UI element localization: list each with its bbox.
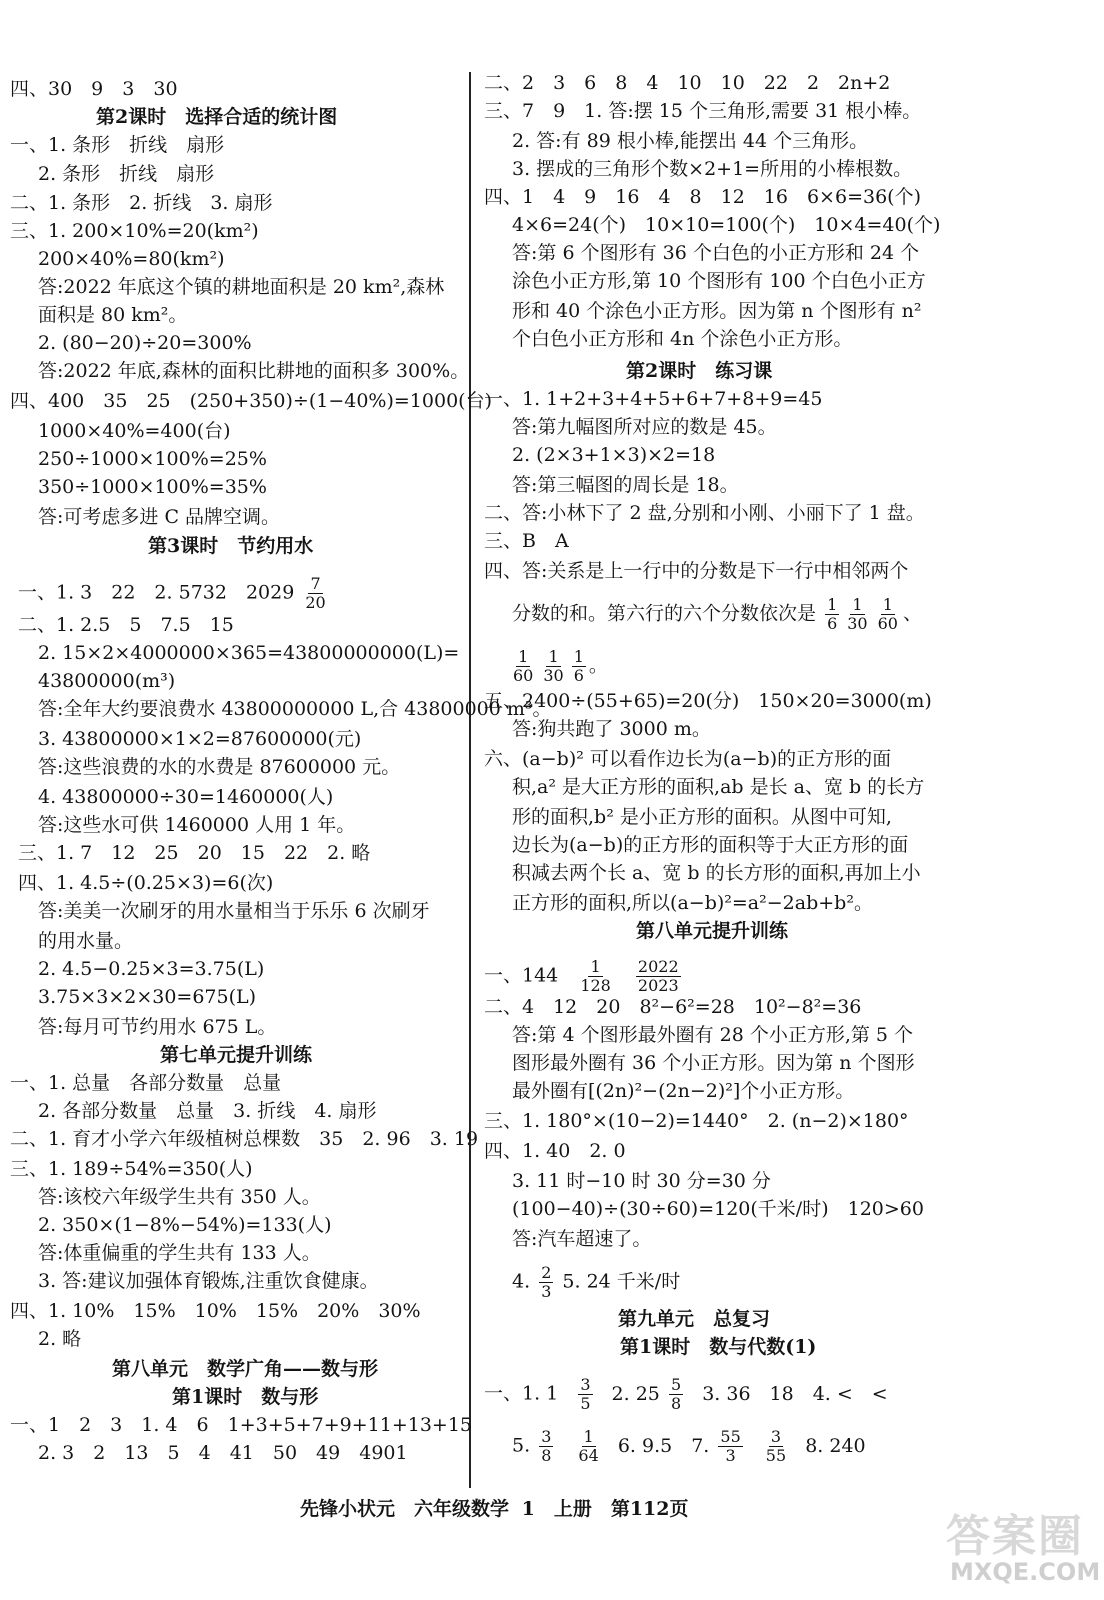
fraction bbox=[764, 1428, 788, 1465]
fraction bbox=[845, 596, 869, 633]
answer-line: 答:2022 年底这个镇的耕地面积是 20 km²,森林 bbox=[38, 276, 445, 298]
fraction bbox=[578, 958, 613, 995]
answer-line: 250÷1000×100%=25% bbox=[38, 448, 267, 470]
lesson-title: 第2课时 选择合适的统计图 bbox=[96, 106, 338, 128]
answer-line: 最外圈有[(2n)²−(2n−2)²]个小正方形。 bbox=[512, 1080, 855, 1102]
answer-line: 一、1. 1+2+3+4+5+6+7+8+9=45 bbox=[484, 388, 823, 410]
answer-line: 三、1. 200×10%=20(km²) bbox=[10, 220, 259, 242]
denominator: 55 bbox=[765, 1446, 787, 1465]
answer-line: 一、1 2 3 1. 4 6 1+3+5+7+9+11+13+15 bbox=[10, 1414, 473, 1436]
answer-line: 答:第九幅图所对应的数是 45。 bbox=[512, 416, 777, 438]
numerator: 7 bbox=[310, 574, 321, 593]
answer-line: 答:这些浪费的水的水费是 87600000 元。 bbox=[38, 756, 401, 778]
answer-line bbox=[18, 575, 331, 612]
answer-line: 一、1. 总量 各部分数量 总量 bbox=[10, 1072, 282, 1094]
fraction bbox=[539, 1428, 553, 1465]
answer-line: 四、30 9 3 30 bbox=[10, 78, 178, 100]
answer-line: 答:狗共跑了 3000 m。 bbox=[512, 718, 711, 740]
numerator: 2 bbox=[541, 1263, 552, 1282]
numerator: 1 bbox=[518, 647, 529, 666]
punctuation: 、 bbox=[902, 602, 922, 625]
answer-line: 个白色小正方形和 4n 个涂色小正方形。 bbox=[512, 328, 853, 350]
answer-line: 五、2400÷(55+65)=20(分) 150×20=3000(m) bbox=[484, 690, 932, 712]
answer-text: 4. bbox=[512, 1270, 531, 1293]
answer-line: 3. 43800000×1×2=87600000(元) bbox=[38, 728, 362, 750]
answer-line: 四、1 4 9 16 4 8 12 16 6×6=36(个) bbox=[484, 186, 921, 208]
denominator: 30 bbox=[847, 614, 868, 633]
answer-line: 六、(a−b)² 可以看作边长为(a−b)的正方形的面 bbox=[484, 748, 892, 770]
answer-line: 2. (2×3+1×3)×2=18 bbox=[512, 444, 716, 466]
answer-line: 形的面积,b² 是小正方形的面积。从图中可知, bbox=[512, 806, 892, 828]
answer-line: 3. 答:建议加强体育锻炼,注重饮食健康。 bbox=[38, 1270, 379, 1292]
section-title: 第八单元 数学广角——数与形 bbox=[112, 1358, 379, 1380]
answer-text: 分数的和。第六行的六个分数依次是 bbox=[512, 602, 817, 625]
fraction bbox=[511, 648, 535, 685]
answer-line: 答:这些水可供 1460000 人用 1 年。 bbox=[38, 814, 356, 836]
lesson-title: 第2课时 练习课 bbox=[626, 360, 773, 382]
answer-line: 答:汽车超速了。 bbox=[512, 1228, 652, 1250]
answer-line: 2. 15×2×4000000×365=43800000000(L)= bbox=[38, 642, 460, 664]
watermark-text: 答案圈 bbox=[946, 1511, 1084, 1562]
numerator: 1 bbox=[583, 1427, 594, 1446]
answer-line: 3. 摆成的三角形个数×2+1=所用的小棒根数。 bbox=[512, 158, 913, 180]
denominator: 3 bbox=[541, 1282, 552, 1301]
answer-line: 二、2 3 6 8 4 10 10 22 2 2n+2 bbox=[484, 72, 891, 94]
answer-text: 2. 25 bbox=[611, 1382, 660, 1405]
answer-line: 四、1. 40 2. 0 bbox=[484, 1140, 626, 1162]
denominator: 2023 bbox=[637, 976, 679, 995]
answer-line: 答:该校六年级学生共有 350 人。 bbox=[38, 1186, 321, 1208]
denominator: 30 bbox=[543, 666, 564, 685]
denominator: 20 bbox=[305, 593, 326, 612]
answer-line bbox=[512, 1428, 866, 1465]
answer-line: 面积是 80 km²。 bbox=[38, 304, 188, 326]
denominator: 8 bbox=[541, 1446, 552, 1465]
section-title: 第八单元提升训练 bbox=[636, 920, 789, 942]
fraction bbox=[539, 1264, 553, 1301]
denominator: 3 bbox=[725, 1446, 736, 1465]
answer-line: 三、7 9 1. 答:摆 15 个三角形,需要 31 根小棒。 bbox=[484, 100, 922, 122]
answer-line: 2. 350×(1−8%−54%)=133(人) bbox=[38, 1214, 332, 1236]
answer-line: 形和 40 个涂色小正方形。因为第 n 个图形有 n² bbox=[512, 300, 922, 322]
answer-line bbox=[484, 958, 684, 995]
numerator: 1 bbox=[573, 647, 584, 666]
watermark-url: MXQE.COM bbox=[950, 1558, 1101, 1586]
answer-line bbox=[508, 648, 608, 685]
watermark-logo bbox=[946, 1500, 1101, 1596]
section-title: 第七单元提升训练 bbox=[160, 1044, 313, 1066]
answer-line: 二、1. 2.5 5 7.5 15 bbox=[18, 614, 234, 636]
numerator: 1 bbox=[882, 595, 893, 614]
answer-text: 一、144 bbox=[484, 964, 559, 987]
answer-line bbox=[512, 1264, 680, 1301]
denominator: 8 bbox=[670, 1394, 682, 1413]
answer-line: 2. 答:有 89 根小棒,能摆出 44 个三角形。 bbox=[512, 130, 869, 152]
fraction bbox=[636, 958, 681, 995]
fraction bbox=[303, 575, 327, 612]
answer-line: 答:美美一次刷牙的用水量相当于乐乐 6 次刷牙 bbox=[38, 900, 430, 922]
answer-line: 四、1. 10% 15% 10% 15% 20% 30% bbox=[10, 1300, 421, 1322]
answer-line: 三、1. 180°×(10−2)=1440° 2. (n−2)×180° bbox=[484, 1110, 909, 1132]
denominator: 128 bbox=[580, 976, 611, 995]
answer-line: 四、答:关系是上一行中的分数是下一行中相邻两个 bbox=[484, 560, 909, 582]
answer-text: 6. 9.5 7. bbox=[617, 1434, 710, 1457]
answer-line: 1000×40%=400(台) bbox=[38, 420, 231, 442]
numerator: 3 bbox=[541, 1427, 552, 1446]
denominator: 60 bbox=[513, 666, 534, 685]
answer-line: 积减去两个长 a、宽 b 的长方形的面积,再加上小 bbox=[512, 862, 921, 884]
answer-text: 一、1. 1 bbox=[484, 1382, 559, 1405]
fraction bbox=[876, 596, 900, 633]
answer-line: 三、B A bbox=[484, 530, 569, 552]
fraction bbox=[825, 596, 839, 633]
fraction bbox=[578, 1376, 592, 1413]
answer-line: 200×40%=80(km²) bbox=[38, 248, 225, 270]
answer-line: 二、答:小林下了 2 盘,分别和小刚、小丽下了 1 盘。 bbox=[484, 502, 925, 524]
answer-line: 2. 各部分数量 总量 3. 折线 4. 扇形 bbox=[38, 1100, 377, 1122]
answer-line: 一、1. 条形 折线 扇形 bbox=[10, 134, 225, 156]
answer-line: 2. (80−20)÷20=300% bbox=[38, 332, 252, 354]
answer-line: 涂色小正方形,第 10 个图形有 100 个白色小正方 bbox=[512, 270, 926, 292]
answer-line: 43800000(m³) bbox=[38, 670, 176, 692]
numerator: 3 bbox=[580, 1375, 591, 1394]
answer-line: 边长为(a−b)的正方形的面积等于大正方形的面 bbox=[512, 834, 909, 856]
numerator: 55 bbox=[720, 1427, 741, 1446]
lesson-title: 第1课时 数与代数(1) bbox=[620, 1336, 817, 1358]
numerator: 1 bbox=[590, 957, 601, 976]
answer-text: 5. 24 千米/时 bbox=[562, 1270, 681, 1293]
answer-line: (100−40)÷(30÷60)=120(千米/时) 120>60 bbox=[512, 1198, 924, 1220]
answer-line: 4. 43800000÷30=1460000(人) bbox=[38, 786, 334, 808]
answer-line: 答:第三幅图的周长是 18。 bbox=[512, 474, 739, 496]
denominator: 5 bbox=[580, 1394, 591, 1413]
denominator: 60 bbox=[877, 614, 898, 633]
lesson-title: 第3课时 节约用水 bbox=[148, 535, 314, 557]
section-title: 第九单元 总复习 bbox=[618, 1308, 771, 1330]
denominator: 6 bbox=[573, 666, 584, 685]
answer-line: 答:每月可节约用水 675 L。 bbox=[38, 1016, 277, 1038]
answer-line: 积,a² 是大正方形的面积,ab 是长 a、宽 b 的长方 bbox=[512, 776, 925, 798]
fraction bbox=[669, 1376, 683, 1413]
answer-line: 3.75×3×2×30=675(L) bbox=[38, 986, 257, 1008]
answer-line: 答:体重偏重的学生共有 133 人。 bbox=[38, 1242, 321, 1264]
answer-line: 2. 略 bbox=[38, 1328, 82, 1350]
answer-line: 350÷1000×100%=35% bbox=[38, 476, 267, 498]
answer-text: 3. 36 18 4. < < bbox=[702, 1382, 888, 1405]
answer-line: 图形最外圈有 36 个小正方形。因为第 n 个图形 bbox=[512, 1052, 915, 1074]
answer-line: 答:可考虑多进 C 品牌空调。 bbox=[38, 506, 281, 528]
fraction bbox=[718, 1428, 742, 1465]
answer-line: 2. 3 2 13 5 4 41 50 49 4901 bbox=[38, 1442, 408, 1464]
column-divider bbox=[469, 72, 471, 1488]
answer-line: 答:第 4 个图形最外圈有 28 个小正方形,第 5 个 bbox=[512, 1024, 914, 1046]
answer-line: 二、1. 条形 2. 折线 3. 扇形 bbox=[10, 192, 273, 214]
numerator: 1 bbox=[548, 647, 559, 666]
answer-text: 一、1. 3 22 2. 5732 2029 bbox=[18, 581, 295, 604]
fraction bbox=[541, 648, 565, 685]
answer-line: 答:第 6 个图形有 36 个白色的小正方形和 24 个 bbox=[512, 242, 920, 264]
answer-line: 二、1. 育才小学六年级植树总棵数 35 2. 96 3. 19 bbox=[10, 1128, 479, 1150]
numerator: 5 bbox=[670, 1375, 682, 1394]
answer-line: 2. 4.5−0.25×3=3.75(L) bbox=[38, 958, 265, 980]
answer-line: 4×6=24(个) 10×10=100(个) 10×4=40(个) bbox=[512, 214, 941, 236]
answer-text: 5. bbox=[512, 1434, 531, 1457]
answer-line: 三、1. 7 12 25 20 15 22 2. 略 bbox=[18, 842, 371, 864]
answer-line: 四、1. 4.5÷(0.25×3)=6(次) bbox=[18, 872, 274, 894]
answer-line: 答:2022 年底,森林的面积比耕地的面积多 300%。 bbox=[38, 360, 470, 382]
fraction bbox=[576, 1428, 600, 1465]
answer-line: 四、400 35 25 (250+350)÷(1−40%)=1000(台) bbox=[10, 390, 492, 412]
numerator: 2022 bbox=[637, 957, 679, 976]
answer-line bbox=[484, 1376, 888, 1413]
answer-text: 8. 240 bbox=[805, 1434, 866, 1457]
punctuation: 。 bbox=[588, 654, 608, 677]
answer-line bbox=[512, 596, 922, 633]
numerator: 1 bbox=[827, 595, 838, 614]
denominator: 64 bbox=[578, 1446, 599, 1465]
answer-line: 3. 11 时−10 时 30 分=30 分 bbox=[512, 1170, 771, 1192]
answer-line: 三、1. 189÷54%=350(人) bbox=[10, 1158, 253, 1180]
numerator: 1 bbox=[852, 595, 863, 614]
page-footer: 先锋小状元 六年级数学 1 上册 第112页 bbox=[300, 1498, 689, 1520]
numerator: 3 bbox=[770, 1427, 782, 1446]
denominator: 6 bbox=[827, 614, 838, 633]
answer-line: 2. 条形 折线 扇形 bbox=[38, 163, 215, 185]
answer-line: 答:全年大约要浪费水 43800000000 L,合 43800000 m³。 bbox=[38, 698, 552, 720]
answer-line: 正方形的面积,所以(a−b)²=a²−2ab+b²。 bbox=[512, 892, 873, 914]
answer-line: 二、4 12 20 8²−6²=28 10²−8²=36 bbox=[484, 996, 862, 1018]
lesson-title: 第1课时 数与形 bbox=[172, 1386, 319, 1408]
answer-line: 的用水量。 bbox=[38, 930, 134, 952]
fraction bbox=[572, 648, 586, 685]
